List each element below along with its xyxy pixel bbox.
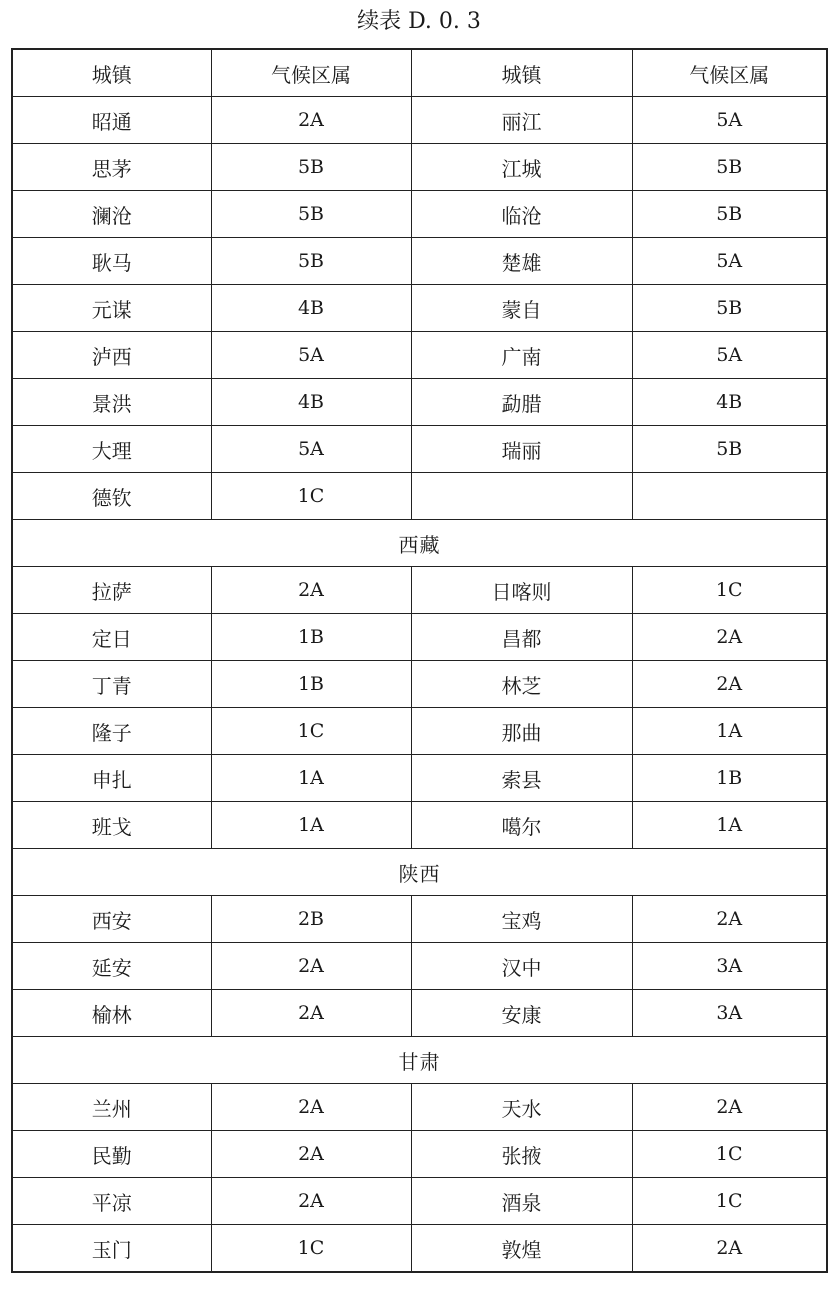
zone-cell: 5A	[632, 332, 827, 379]
zone-cell: 4B	[211, 285, 411, 332]
zone-cell: 1C	[632, 567, 827, 614]
city-cell: 酒泉	[411, 1178, 632, 1225]
province-label: 陕西	[12, 849, 827, 896]
city-cell: 楚雄	[411, 238, 632, 285]
zone-cell: 2A	[632, 1084, 827, 1131]
zone-cell: 1C	[632, 1131, 827, 1178]
city-cell: 思茅	[12, 144, 211, 191]
header-city-1: 城镇	[12, 49, 211, 97]
zone-cell: 4B	[211, 379, 411, 426]
table-row	[12, 1225, 827, 1273]
zone-cell: 5A	[211, 426, 411, 473]
zone-cell: 1B	[211, 614, 411, 661]
table-caption: 续表 D. 0. 3	[357, 9, 481, 34]
city-cell: 广南	[411, 332, 632, 379]
header-city-2: 城镇	[411, 49, 632, 97]
table-row	[12, 1084, 827, 1131]
table-row	[12, 567, 827, 614]
city-cell: 兰州	[12, 1084, 211, 1131]
city-cell: 丁青	[12, 661, 211, 708]
province-group-row	[12, 1037, 827, 1084]
table-row	[12, 238, 827, 285]
province-label: 甘肃	[12, 1037, 827, 1084]
city-cell: 泸西	[12, 332, 211, 379]
table-row	[12, 144, 827, 191]
city-cell: 拉萨	[12, 567, 211, 614]
city-cell: 大理	[12, 426, 211, 473]
city-cell: 噶尔	[411, 802, 632, 849]
city-cell: 汉中	[411, 943, 632, 990]
city-cell	[411, 473, 632, 520]
zone-cell: 2A	[632, 896, 827, 943]
city-cell: 元谋	[12, 285, 211, 332]
city-cell: 勐腊	[411, 379, 632, 426]
zone-cell: 5B	[211, 191, 411, 238]
city-cell: 延安	[12, 943, 211, 990]
table-row	[12, 473, 827, 520]
zone-cell: 5B	[211, 238, 411, 285]
zone-cell: 5B	[632, 426, 827, 473]
city-cell: 景洪	[12, 379, 211, 426]
zone-cell: 2A	[211, 1084, 411, 1131]
zone-cell: 5B	[211, 144, 411, 191]
zone-cell: 2A	[211, 943, 411, 990]
city-cell: 那曲	[411, 708, 632, 755]
zone-cell: 5B	[632, 285, 827, 332]
zone-cell: 3A	[632, 943, 827, 990]
zone-cell: 1A	[632, 802, 827, 849]
table-row	[12, 614, 827, 661]
zone-cell: 1C	[211, 1225, 411, 1273]
city-cell: 张掖	[411, 1131, 632, 1178]
table-row	[12, 1131, 827, 1178]
table-row	[12, 661, 827, 708]
city-cell: 澜沧	[12, 191, 211, 238]
table-row	[12, 285, 827, 332]
province-group-row	[12, 849, 827, 896]
header-zone-2: 气候区属	[632, 49, 827, 97]
zone-cell: 1A	[632, 708, 827, 755]
city-cell: 昌都	[411, 614, 632, 661]
city-cell: 申扎	[12, 755, 211, 802]
table-row	[12, 755, 827, 802]
zone-cell: 1A	[211, 802, 411, 849]
city-cell: 临沧	[411, 191, 632, 238]
zone-cell: 5B	[632, 191, 827, 238]
zone-cell: 2A	[211, 567, 411, 614]
table-row	[12, 97, 827, 144]
climate-zone-table	[11, 48, 828, 1273]
table-row	[12, 943, 827, 990]
city-cell: 索县	[411, 755, 632, 802]
city-cell: 蒙自	[411, 285, 632, 332]
header-zone-1: 气候区属	[211, 49, 411, 97]
table-row	[12, 708, 827, 755]
city-cell: 德钦	[12, 473, 211, 520]
zone-cell: 1B	[211, 661, 411, 708]
zone-cell: 2A	[211, 1131, 411, 1178]
table-row	[12, 802, 827, 849]
table-row	[12, 1178, 827, 1225]
province-group-row	[12, 520, 827, 567]
city-cell: 榆林	[12, 990, 211, 1037]
city-cell: 敦煌	[411, 1225, 632, 1273]
table-row	[12, 990, 827, 1037]
province-label: 西藏	[12, 520, 827, 567]
city-cell: 平凉	[12, 1178, 211, 1225]
zone-cell: 1A	[211, 755, 411, 802]
city-cell: 宝鸡	[411, 896, 632, 943]
table-row	[12, 896, 827, 943]
city-cell: 瑞丽	[411, 426, 632, 473]
zone-cell: 2A	[211, 97, 411, 144]
city-cell: 民勤	[12, 1131, 211, 1178]
zone-cell: 2B	[211, 896, 411, 943]
zone-cell: 2A	[211, 1178, 411, 1225]
city-cell: 定日	[12, 614, 211, 661]
header-row	[12, 49, 827, 97]
zone-cell: 1C	[211, 473, 411, 520]
zone-cell: 2A	[211, 990, 411, 1037]
zone-cell	[632, 473, 827, 520]
table-row	[12, 191, 827, 238]
city-cell: 昭通	[12, 97, 211, 144]
table-row	[12, 332, 827, 379]
zone-cell: 5A	[211, 332, 411, 379]
zone-cell: 5B	[632, 144, 827, 191]
table-row	[12, 426, 827, 473]
city-cell: 日喀则	[411, 567, 632, 614]
table-body	[12, 49, 827, 1272]
city-cell: 林芝	[411, 661, 632, 708]
city-cell: 丽江	[411, 97, 632, 144]
city-cell: 江城	[411, 144, 632, 191]
zone-cell: 1B	[632, 755, 827, 802]
zone-cell: 2A	[632, 614, 827, 661]
city-cell: 天水	[411, 1084, 632, 1131]
city-cell: 西安	[12, 896, 211, 943]
zone-cell: 4B	[632, 379, 827, 426]
city-cell: 安康	[411, 990, 632, 1037]
city-cell: 班戈	[12, 802, 211, 849]
zone-cell: 5A	[632, 97, 827, 144]
zone-cell: 2A	[632, 661, 827, 708]
city-cell: 耿马	[12, 238, 211, 285]
table-row	[12, 379, 827, 426]
city-cell: 玉门	[12, 1225, 211, 1273]
city-cell: 隆子	[12, 708, 211, 755]
zone-cell: 1C	[632, 1178, 827, 1225]
zone-cell: 5A	[632, 238, 827, 285]
zone-cell: 2A	[632, 1225, 827, 1273]
zone-cell: 3A	[632, 990, 827, 1037]
zone-cell: 1C	[211, 708, 411, 755]
